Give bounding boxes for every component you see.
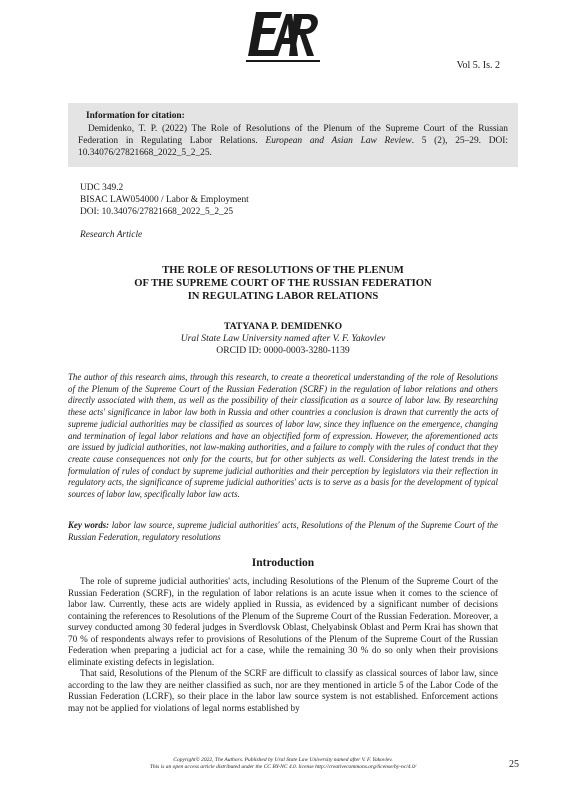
article-title [68,264,498,303]
volume-issue: Vol 5. Is. 2 [456,60,500,71]
author-affiliation: Ural State Law University named after V. F. Yakovlev [180,333,386,344]
journal-logo [242,6,324,66]
citation-title: Information for citation: [86,111,185,121]
citation-box [68,103,518,167]
udc-code: UDC 349.2 [80,183,124,193]
footer-line: Copyright© 2022, The Authors. Published by Ural State Law University named after V. F. Yakovlev. [173,757,393,763]
keywords-label: Key words: [68,520,110,530]
keywords [68,520,498,543]
title-line: IN REGULATING LABOR RELATIONS [187,291,379,302]
citation-journal: European and Asian Law Review [265,136,412,146]
citation-text-plain: Demidenko, T. P. (2022) The Role of Resolutions of the Plenum of the Supreme Court of the Russian Federation in Regulating Labor Relations. [78,124,508,146]
keywords-text: labor law source, supreme judicial authorities' acts, Resolutions of the Plenum of the Supreme Court of the Russian Federation, regulatory resolutions [68,520,498,542]
section-heading: Introduction [251,557,315,569]
author-orcid: ORCID ID: 0000-0003-3280-1139 [216,345,350,356]
doi: DOI: 10.34076/27821668_2022_5_2_25 [80,207,234,217]
citation-text-tail: . 5 (2), 25–29. DOI: 10.34076/27821668_2022_5_2_25. [78,136,508,158]
page-number: 25 [509,759,519,770]
article-type: Research Article [80,230,143,240]
article-meta [80,182,249,218]
citation-text [78,123,508,159]
body-text [68,576,498,714]
title-line: OF THE SUPREME COURT OF THE RUSSIAN FEDERATION [134,278,432,289]
footer-line: This is an open access article distributed under the CC BY-NC 4.0. license http://creativecommons.org/license/by-nc/4.0/ [149,764,417,770]
abstract: The author of this research aims, through this research, to create a theoretical understanding of the role of Resolutions of the Plenum of the Supreme Court of the Russian Federation (SCRF) in the regulation of labor relations and others directly associated with them, as well as the possibility of their classification as a source of labor law. By researching these acts' significance in labor law both in Russia and other countries a conclusion is drawn that currently the acts of supreme judicial authorities may be classified as sources of labor law, since they influence on the emergence, changing and termination of legal labor relations and have an objectified form of expression. However, the aforementioned acts are issued by judicial authorities, not law-making authorities, and a failure to comply with the rules of conduct that they create cause consequences not only for the courts, but for other subjects as well. Considering the latest trends in the formulation of rules of conduct by supreme judicial authorities and their perception by legislators via their reflection in regulatory acts, the significance of supreme judicial authorities' acts is to serve as a basis for the development of typical sources of labor law, specifically labor law acts. [68,372,498,500]
paragraph: That said, Resolutions of the Plenum of the SCRF are difficult to classify as classical sources of labor law, since according to the law they are neither classified as such, nor are they mentioned in article 5 of the Labor Code of the Russian Federation (LCRF), so their place in the labor law source system is not established. Enforcement actions may not be applied for violations of legal norms established by [68,668,498,713]
author-name: TATYANA P. DEMIDENKO [223,321,343,332]
journal-logo-mark [242,6,324,66]
author-block [68,321,498,357]
paragraph: The role of supreme judicial authorities' acts, including Resolutions of the Plenum of the Supreme Court of the Russian Federation (SCRF), in the regulation of labor relations is an acute issue when it comes to the science of labor law. Currently, these acts are widely applied in Russia, as evidenced by a significant number of decisions containing the references to Resolutions of the Plenum of the Supreme Court of the Russian Federation. Moreover, a survey conducted among 30 federal judges in Sverdlovsk Oblast, Chelyabinsk Oblast and Perm Krai has shown that 70 % of respondents always refer to provisions of Resolutions of the Plenum of the Supreme Court of the Russian Federation when preparing a judicial act for a case, while the remaining 30 % do so only when their provisions eliminate existing defects in legislation. [68,576,498,667]
bisac-code: BISAC LAW054000 / Labor & Employment [80,195,249,205]
title-line: THE ROLE OF RESOLUTIONS OF THE PLENUM [162,265,404,276]
copyright-footer [68,757,498,771]
